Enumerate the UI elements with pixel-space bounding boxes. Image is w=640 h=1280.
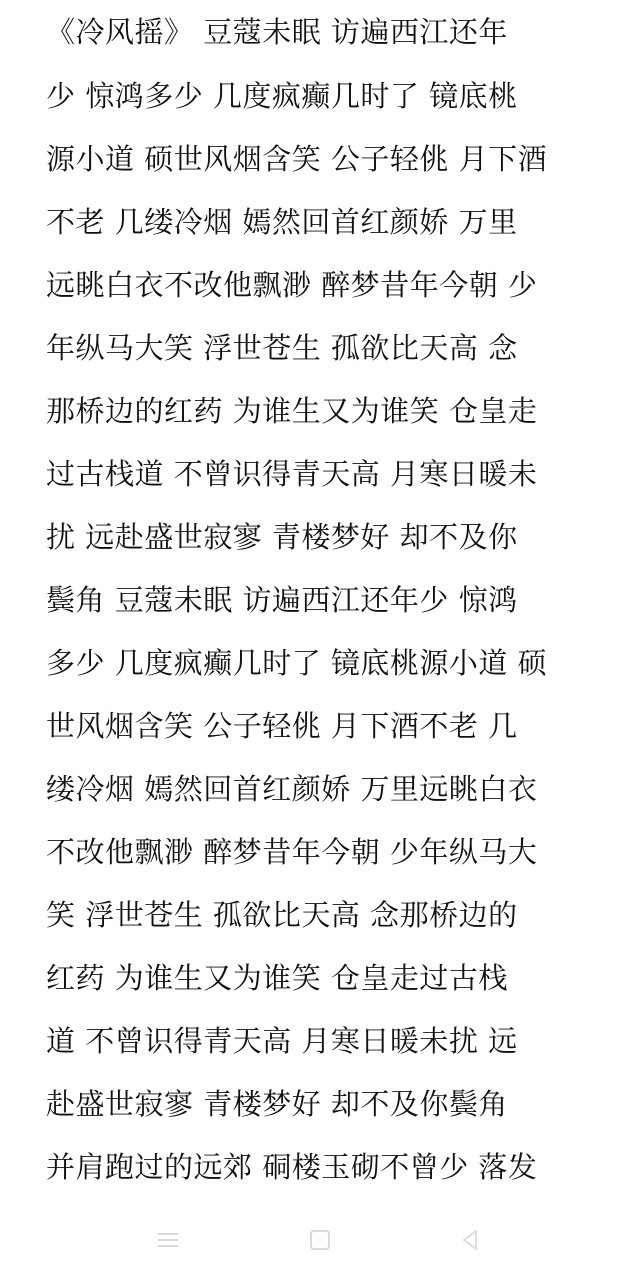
text-line: 不老 几缕冷烟 嫣然回首红颜娇 万里 [46, 205, 518, 239]
text-line: 世风烟含笑 公子轻佻 月下酒不老 几 [46, 709, 518, 743]
text-line: 源小道 硕世风烟含笑 公子轻佻 月下酒 [46, 142, 548, 176]
text-line: 笑 浮世苍生 孤欲比天高 念那桥边的 [46, 898, 518, 932]
text-line: 《冷风摇》 豆蔻未眠 访遍西江还年 [46, 15, 508, 49]
text-line: 多少 几度疯癫几时了 镜底桃源小道 硕 [46, 646, 548, 680]
text-line: 不改他飘渺 醉梦昔年今朝 少年纵马大 [46, 835, 538, 869]
text-line: 那桥边的红药 为谁生又为谁笑 仓皇走 [46, 394, 538, 428]
text-line: 少 惊鸿多少 几度疯癫几时了 镜底桃 [46, 79, 518, 113]
text-line: 红药 为谁生又为谁笑 仓皇走过古栈 [46, 961, 508, 995]
text-line: 鬓角 豆蔻未眠 访遍西江还年少 惊鸿 [46, 583, 518, 617]
system-navigation-bar [0, 1200, 640, 1280]
text-line: 年纵马大笑 浮世苍生 孤欲比天高 念 [46, 331, 518, 365]
text-line: 并肩跑过的远郊 硐楼玉砌不曾少 落发 [46, 1150, 538, 1184]
text-line: 赴盛世寂寥 青楼梦好 却不及你鬓角 [46, 1087, 508, 1121]
text-line: 道 不曾识得青天高 月寒日暖未扰 远 [46, 1024, 518, 1058]
back-icon[interactable] [452, 1222, 488, 1258]
text-line: 缕冷烟 嫣然回首红颜娇 万里远眺白衣 [46, 772, 538, 806]
text-line: 扰 远赴盛世寂寥 青楼梦好 却不及你 [46, 520, 518, 554]
text-line: 远眺白衣不改他飘渺 醉梦昔年今朝 少 [46, 268, 538, 302]
home-icon[interactable] [302, 1222, 338, 1258]
text-line: 过古栈道 不曾识得青天高 月寒日暖未 [46, 457, 538, 491]
menu-icon[interactable] [150, 1222, 186, 1258]
